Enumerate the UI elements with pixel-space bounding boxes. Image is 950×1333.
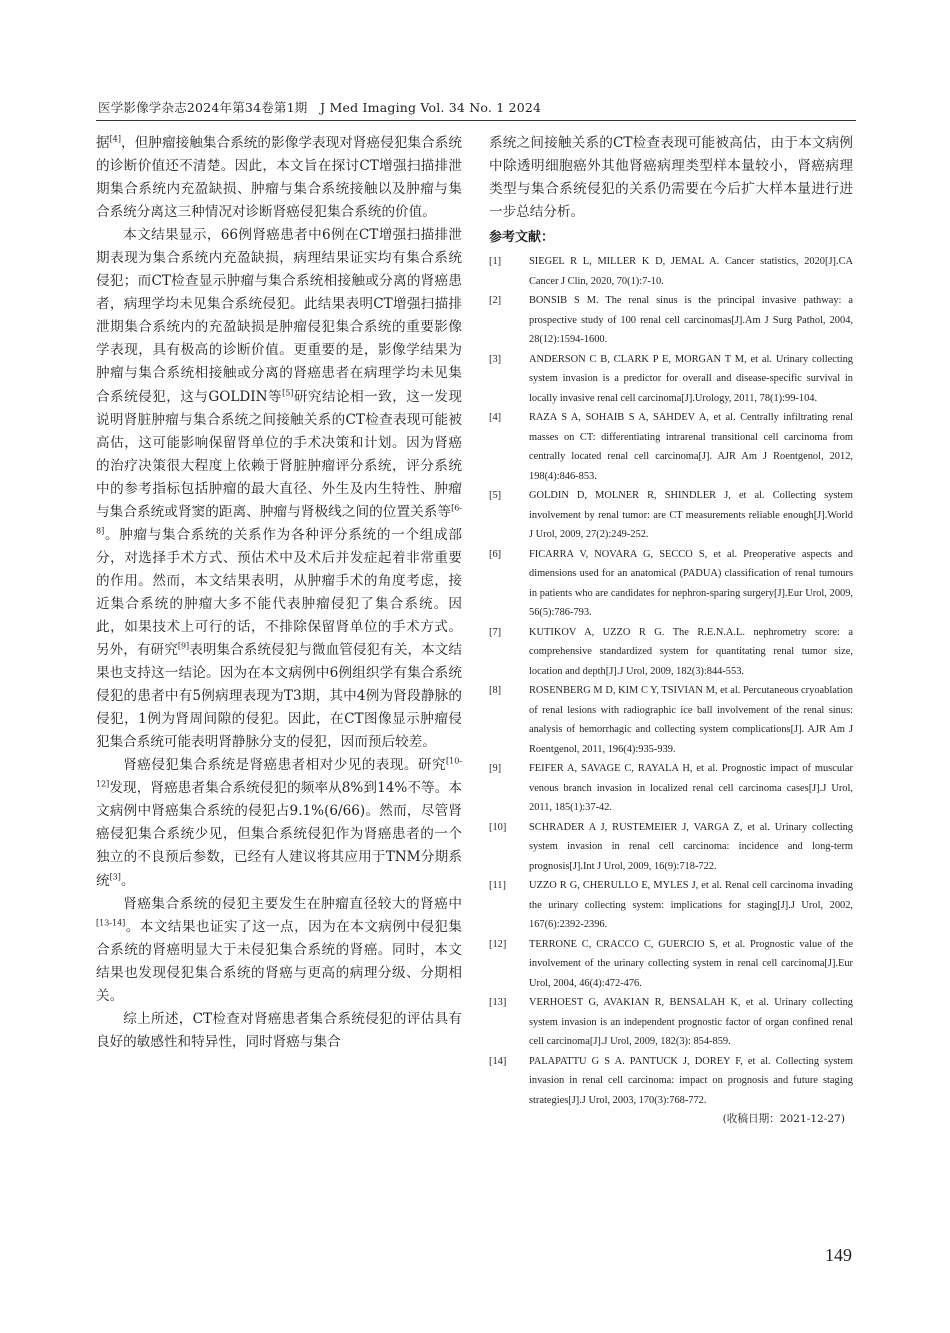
paragraph-1: 据[4]，但肿瘤接触集合系统的影像学表现对肾癌侵犯集合系统的诊断价值还不清楚。因此，本文旨在探讨CT增强扫描排泄期集合系统内充盈缺损、肿瘤与集合系统接触以及肿瘤与集合系统分离这三种情况对诊断肾癌侵犯集合系统的价值。 (96, 134, 462, 221)
reference-number: [13] (489, 997, 507, 1009)
reference-text: FICARRA V, NOVARA G, SECCO S, et al. Preoperative aspects and dimensions used for an anatomical (PADUA) classification of renal tumours in patients who are candidates for nephron-sparing surgery[J].Eur Urol, 2009, 56(5):786-793. (529, 548, 853, 619)
reference-item (489, 818, 853, 877)
reference-number: [1] (489, 256, 502, 268)
running-header: 医学影像学杂志2024年第34卷第1期 J Med Imaging Vol. 34 No. 1 2024 (98, 100, 542, 115)
reference-item (489, 350, 853, 409)
reference-item (489, 486, 853, 545)
reference-item (489, 623, 853, 682)
reference-item (489, 291, 853, 350)
paragraph-5-continued: 系统之间接触关系的CT检查表现可能被高估，由于本文病例中除透明细胞癌外其他肾癌病理类型样本量较小，肾癌病理类型与集合系统侵犯的关系仍需要在今后扩大样本量进行进一步总结分析。 (489, 135, 853, 221)
paragraph-3: 肾癌侵犯集合系统是肾癌患者相对少见的表现。研究[10-12]发现，肾癌患者集合系统侵犯的频率从8%到14%不等。本文病例中肾癌集合系统的侵犯占9.1%(6/66)。然而，尽管肾癌侵犯集合系统少见，但集合系统侵犯作为肾癌患者的一个独立的不良预后参数，已经有人建议将其应用于TNM分期系统[3]。 (96, 756, 462, 889)
page-number: 149 (825, 1245, 852, 1265)
paragraph-5: 综上所述，CT检查对肾癌患者集合系统侵犯的评估具有良好的敏感性和特异性，同时肾癌与集合 (96, 1010, 462, 1050)
right-column (489, 132, 853, 1129)
reference-text: FEIFER A, SAVAGE C, RAYALA H, et al. Prognostic impact of muscular venous branch invasion in localized renal cell carcinoma cases[J].J Urol, 2011, 185(1):37-42. (529, 763, 853, 814)
reference-number: [11] (489, 880, 506, 892)
reference-number: [2] (489, 295, 502, 307)
reference-item (489, 759, 853, 818)
reference-text: ANDERSON C B, CLARK P E, MORGAN T M, et al. Urinary collecting system invasion is a predictor for overall and disease-specific survival in locally invasive renal cell carcinoma[J].Urology, 2011, 78(1):99-104. (529, 353, 853, 404)
reference-number: [7] (489, 626, 502, 638)
paragraph-2: 本文结果显示，66例肾癌患者中6例在CT增强扫描排泄期表现为集合系统内充盈缺损，病理结果证实均有集合系统侵犯；而CT检查显示肿瘤与集合系统相接触或分离的肾癌患者，病理学均未见集合系统侵犯。此结果表明CT增强扫描排泄期集合系统内的充盈缺损是肿瘤侵犯集合系统的重要影像学表现，具有极高的诊断价值。更重要的是，影像学结果为肿瘤与集合系统相接触或分离的肾癌患者在病理学均未见集合系统侵犯，这与GOLDIN等[5]研究结论相一致，这一发现说明肾脏肿瘤与集合系统之间接触关系的CT检查表现可能被高估，这可能影响保留肾单位的手术决策和计划。因为肾癌的治疗决策很大程度上依赖于肾脏肿瘤评分系统，评分系统中的参考指标包括肿瘤的最大直径、外生及内生特性、肿瘤与集合系统或肾窦的距离、肿瘤与肾极线之间的位置关系等[6-8]。肿瘤与集合系统的关系作为各种评分系统的一个组成部分，对选择手术方式、预估术中及术后并发症起着非常重要的作用。然而，本文结果表明，从肿瘤手术的角度考虑，接近集合系统的肿瘤大多不能代表肿瘤侵犯了集合系统。因此，如果技术上可行的话，不排除保留肾单位的手术方式。另外，有研究[9]表明集合系统侵犯与微血管侵犯有关，本文结果也支持这一结论。因为在本文病例中6例组织学有集合系统侵犯的患者中有5例病理表现为T3期，其中4例为肾段静脉的侵犯，1例为肾周间隙的侵犯。因此，在CT图像显示肿瘤侵犯集合系统可能表明肾静脉分支的侵犯，因而预后较差。 (96, 227, 462, 751)
paragraph-4: 肾癌集合系统的侵犯主要发生在肿瘤直径较大的肾癌中[13-14]。本文结果也证实了这一点，因为在本文病例中侵犯集合系统的肾癌明显大于未侵犯集合系统的肾癌。同时，本文结果也发现侵犯集合系统的肾癌与更高的病理分级、分期相关。 (96, 895, 462, 1004)
received-date: (收稿日期：2021-12-27) (722, 1113, 845, 1126)
citation: [5] (282, 387, 294, 397)
reference-item (489, 408, 853, 486)
reference-item (489, 1052, 853, 1111)
reference-text: SIEGEL R L, MILLER K D, JEMAL A. Cancer statistics, 2020[J].CA Cancer J Clin, 2020, 70(1):7-10. (529, 256, 853, 287)
reference-list (489, 252, 853, 1110)
citation: [10-12] (96, 756, 462, 789)
reference-number: [14] (489, 1055, 507, 1067)
left-column (96, 132, 462, 1054)
reference-text: SCHRADER A J, RUSTEMEIER J, VARGA Z, et al. Urinary collecting system invasion in renal cell carcinoma: incidence and long-term prognosis[J].Int J Urol, 2009, 16(9):718-722. (529, 821, 853, 872)
reference-item (489, 935, 853, 994)
reference-number: [9] (489, 763, 502, 775)
citation: [13-14] (96, 918, 126, 928)
reference-item (489, 681, 853, 759)
reference-number: [8] (489, 685, 502, 697)
reference-text: GOLDIN D, MOLNER R, SHINDLER J, et al. Collecting system involvement by renal tumor: are CT measurements reliable enough[J].World J Urol, 2009, 27(2):249-252. (529, 490, 853, 541)
reference-item (489, 876, 853, 935)
reference-number: [5] (489, 490, 502, 502)
reference-text: KUTIKOV A, UZZO R G. The R.E.N.A.L. nephrometry score: a comprehensive standardized system for quantitating renal tumor size, location and depth[J].J Urol, 2009, 182(3):844-553. (529, 626, 853, 677)
reference-number: [4] (489, 412, 502, 424)
header-rule (96, 120, 856, 121)
reference-text: ROSENBERG M D, KIM C Y, TSIVIAN M, et al. Percutaneous cryoablation of renal lesions with radiographic ice ball involvement of the renal sinus: analysis of hemorrhagic and collecting system complications[J]. AJR Am J Roentgenol, 2011, 196(4):935-939. (529, 685, 853, 755)
reference-text: BONSIB S M. The renal sinus is the principal invasive pathway: a prospective study of 100 renal cell carcinomas[J].Am J Surg Pathol, 2004, 28(12):1594-1600. (529, 295, 853, 346)
reference-text: UZZO R G, CHERULLO E, MYLES J, et al. Renal cell carcinoma invading the urinary collecting system: implications for staging[J].J Urol, 2002, 167(6):2392-2396. (529, 880, 853, 931)
reference-number: [3] (489, 353, 502, 365)
reference-item (489, 993, 853, 1052)
reference-item (489, 545, 853, 623)
reference-text: RAZA S A, SOHAIB S A, SAHDEV A, et al. Centrally infiltrating renal masses on CT: differentiating intrarenal transitional cell carcinoma from centrally located renal cell carcinoma[J]. AJR Am J Roentgenol, 2012, 198(4):846-853. (529, 412, 853, 482)
reference-text: PALAPATTU G S A. PANTUCK J, DOREY F, et al. Collecting system invasion in renal cell carcinoma: impact on prognosis and future staging strategies[J].J Urol, 2003, 170(3):768-772. (529, 1055, 853, 1106)
reference-text: VERHOEST G, AVAKIAN R, BENSALAH K, et al. Urinary collecting system invasion is an independent prognostic factor of organ confined renal cell carcinoma[J].J Urol, 2009, 182(3): 854-859. (529, 997, 853, 1048)
citation: [3] (109, 871, 121, 881)
reference-item (489, 252, 853, 291)
citation: [4] (109, 134, 121, 144)
reference-number: [12] (489, 938, 507, 950)
citation: [6-8] (96, 503, 462, 536)
citation: [9] (177, 641, 190, 651)
reference-number: [10] (489, 821, 507, 833)
reference-number: [6] (489, 548, 502, 560)
reference-text: TERRONE C, CRACCO C, GUERCIO S, et al. Prognostic value of the involvement of the urinary collecting system in renal cell carcinoma[J].Eur Urol, 2004, 46(4):472-476. (529, 938, 853, 989)
references-heading: 参考文献： (489, 230, 555, 246)
